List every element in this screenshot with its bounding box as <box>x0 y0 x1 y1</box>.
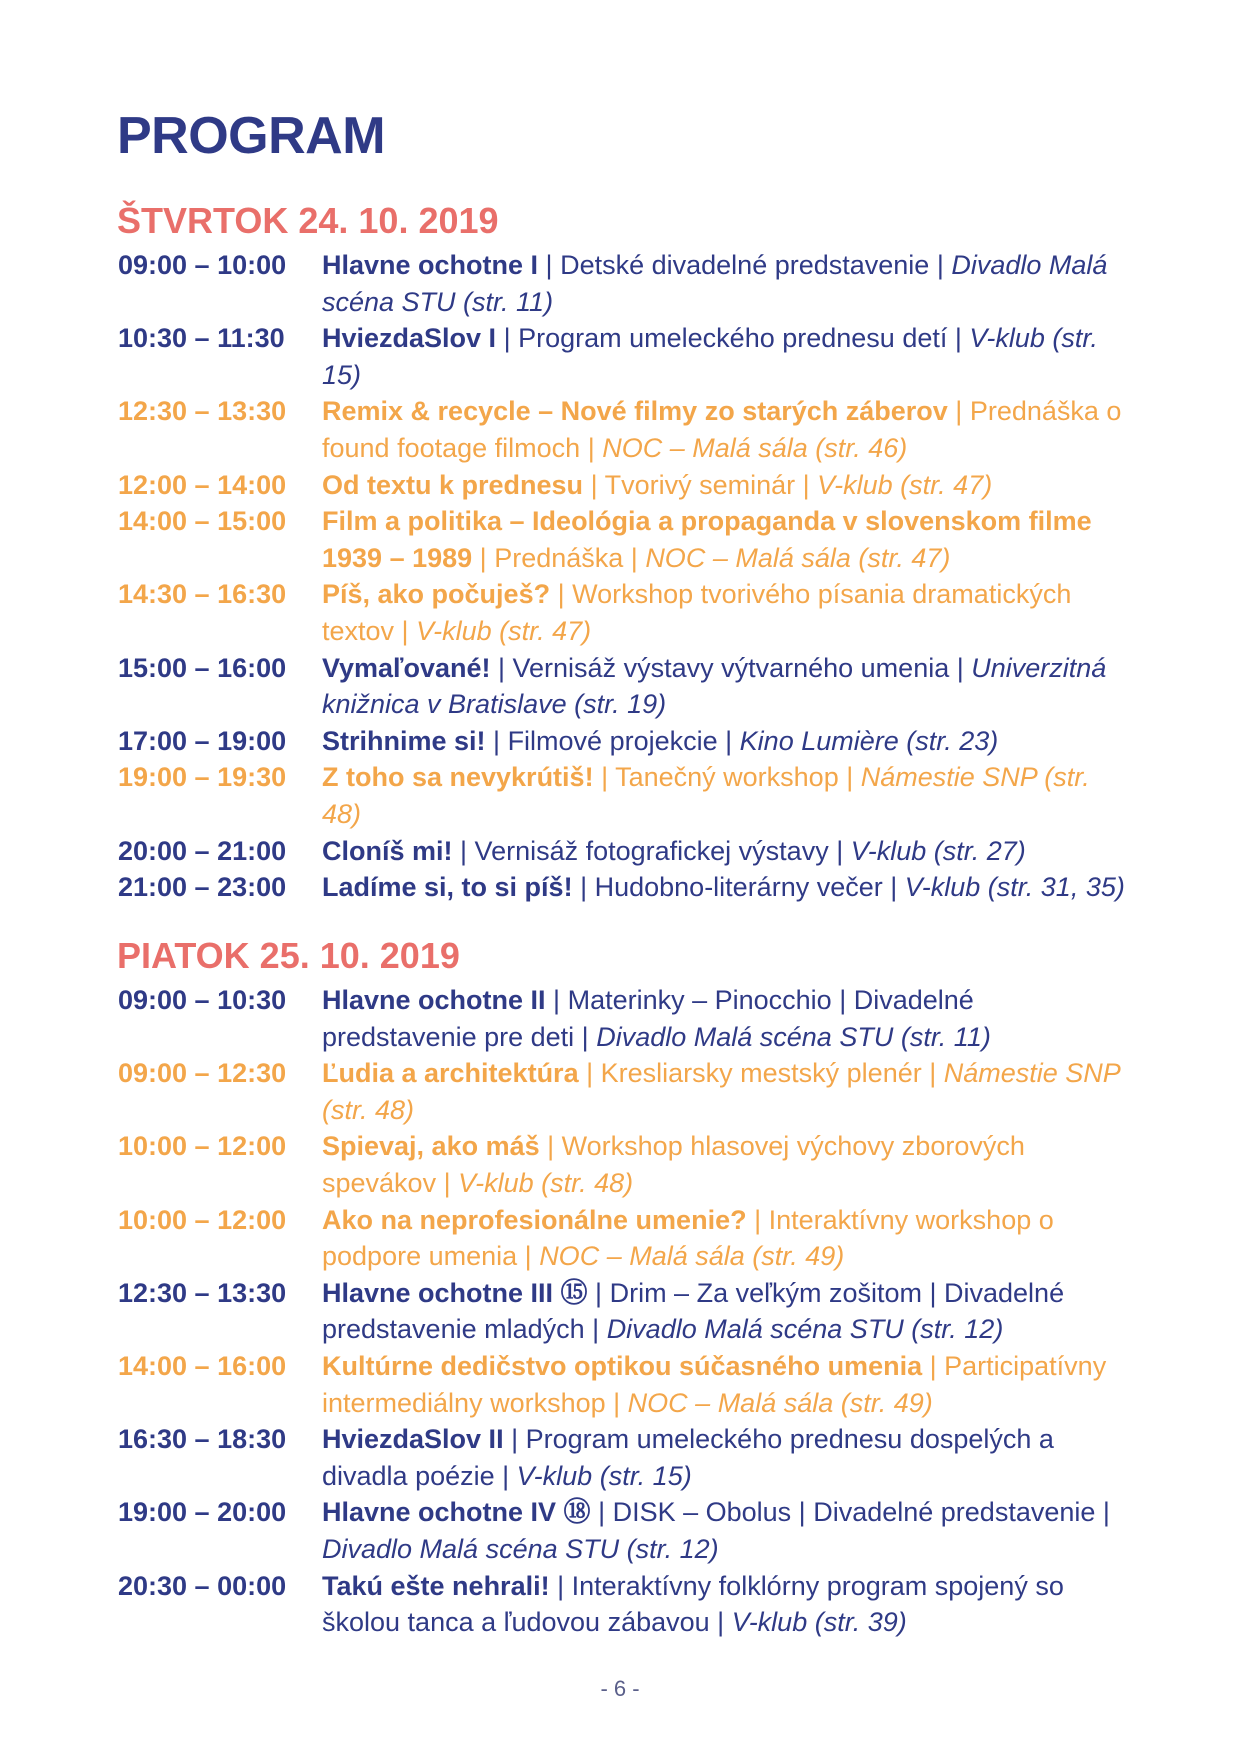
separator: | <box>394 615 417 646</box>
event-venue: V-klub (str. 48) <box>458 1167 634 1198</box>
separator: | <box>580 432 603 463</box>
separator: | <box>550 579 573 610</box>
event-title: Píš, ako počuješ? <box>322 579 551 610</box>
separator: | <box>436 1167 459 1198</box>
day-heading-friday: PIATOK 25. 10. 2019 <box>117 935 460 976</box>
event-title: Od textu k prednesu <box>322 469 584 500</box>
separator: | <box>593 762 616 793</box>
separator: | <box>549 1570 572 1601</box>
separator: | <box>572 872 595 903</box>
event-venue: Divadlo Malá scéna STU (str. 11) <box>596 1021 991 1052</box>
event-row <box>0 393 1240 466</box>
separator: | <box>490 652 513 683</box>
event-row <box>0 1202 1240 1275</box>
event-description <box>322 1494 1132 1567</box>
event-title: Hlavne ochotne IV ⑱ <box>322 1497 591 1528</box>
page-number: - 6 - <box>600 1676 640 1701</box>
event-time: 19:00 – 19:30 <box>118 762 287 793</box>
event-time: 14:30 – 16:30 <box>118 579 287 610</box>
event-type: Filmové projekcie <box>507 725 718 756</box>
separator: | <box>574 1021 597 1052</box>
event-description <box>322 833 1132 870</box>
event-venue: V-klub (str. 39) <box>731 1607 907 1638</box>
event-type: Tanečný workshop <box>615 762 839 793</box>
event-type: Interaktívny folklórny program spojený so školou tanca a ľudovou zábavou <box>322 1570 1064 1638</box>
event-time: 12:30 – 13:30 <box>118 1277 287 1308</box>
event-description <box>322 247 1132 320</box>
event-title: Hlavne ochotne III ⑮ <box>322 1277 588 1308</box>
event-row <box>0 1275 1240 1348</box>
separator: | <box>947 396 970 427</box>
event-title: Strihnime si! <box>322 725 486 756</box>
event-title: HviezdaSlov II <box>322 1424 504 1455</box>
event-venue: NOC – Malá sála (str. 49) <box>627 1387 933 1418</box>
day-heading-thursday: ŠTVRTOK 24. 10. 2019 <box>117 200 499 241</box>
event-row <box>0 503 1240 576</box>
separator: | <box>882 872 905 903</box>
event-row <box>0 1568 1240 1641</box>
event-type: Workshop tvorivého písania dramatických textov <box>322 579 1072 646</box>
event-description <box>322 1055 1132 1128</box>
event-description <box>322 320 1132 393</box>
event-description <box>322 467 1132 504</box>
separator: | <box>949 652 972 683</box>
event-time: 16:30 – 18:30 <box>118 1424 287 1455</box>
separator: | <box>590 1497 613 1528</box>
event-time: 10:30 – 11:30 <box>118 323 285 354</box>
separator: | <box>545 985 568 1015</box>
event-type: Vernisáž výstavy výtvarného umenia <box>512 652 950 683</box>
event-row <box>0 1494 1240 1567</box>
separator: | <box>584 1314 607 1345</box>
event-row <box>0 869 1240 906</box>
event-venue: NOC – Malá sála (str. 49) <box>539 1241 845 1272</box>
event-row <box>0 1348 1240 1421</box>
event-type: Program umeleckého prednesu detí <box>518 323 948 354</box>
event-row <box>0 1421 1240 1494</box>
event-type: Interaktívny workshop o podpore umenia <box>322 1204 1054 1272</box>
event-description <box>322 393 1132 466</box>
event-description <box>322 1275 1132 1348</box>
event-venue: NOC – Malá sála (str. 46) <box>602 432 908 463</box>
event-description <box>322 650 1132 723</box>
event-time: 21:00 – 23:00 <box>118 872 287 903</box>
event-description <box>322 1202 1132 1275</box>
event-title: Cloníš mi! <box>322 835 453 866</box>
separator: | <box>922 1350 945 1381</box>
event-time: 20:00 – 21:00 <box>118 835 287 866</box>
event-time: 14:00 – 16:00 <box>118 1350 287 1381</box>
event-time: 14:00 – 15:00 <box>118 506 287 537</box>
event-type: Hudobno-literárny večer <box>594 872 883 903</box>
event-list-thursday <box>0 247 1240 906</box>
event-title: Vymaľované! <box>322 652 491 683</box>
event-row <box>0 982 1240 1055</box>
event-time: 10:00 – 12:00 <box>118 1131 287 1162</box>
event-type: Kresliarsky mestský plenér <box>600 1058 922 1089</box>
separator: | <box>587 1277 610 1308</box>
separator: | <box>838 762 861 793</box>
separator: | <box>746 1204 769 1235</box>
event-title: Hlavne ochotne II <box>322 985 546 1015</box>
event-type: Participatívny intermediálny workshop <box>322 1350 1107 1418</box>
separator: | <box>472 542 495 573</box>
event-type: Prednáška <box>494 542 624 573</box>
event-title: Ľudia a architektúra <box>322 1058 579 1089</box>
event-row <box>0 1055 1240 1128</box>
event-row <box>0 723 1240 760</box>
event-description <box>322 1568 1132 1641</box>
separator: | <box>921 1058 944 1089</box>
event-type: Detské divadelné predstavenie <box>560 250 930 280</box>
event-row <box>0 759 1240 832</box>
event-venue: Divadlo Malá scéna STU (str. 11) <box>322 250 1108 317</box>
event-title: Ako na neprofesionálne umenie? <box>322 1204 747 1235</box>
separator: | <box>539 1131 562 1162</box>
event-description <box>322 576 1132 649</box>
separator: | <box>828 835 851 866</box>
event-description <box>322 982 1132 1055</box>
event-time: 10:00 – 12:00 <box>118 1204 287 1235</box>
separator: | <box>947 323 970 354</box>
event-title: Film a politika – Ideológia a propaganda v slovenskom filme 1939 – 1989 <box>322 506 1092 573</box>
event-venue: V-klub (str. 27) <box>850 835 1026 866</box>
event-time: 17:00 – 19:00 <box>118 725 287 756</box>
event-type: Tvorivý seminár <box>604 469 796 500</box>
event-type: Program umeleckého prednesu dospelých a divadla poézie <box>322 1424 1054 1491</box>
event-venue: NOC – Malá sála (str. 47) <box>645 542 951 573</box>
event-type: Materinky – Pinocchio | Divadelné predstavenie pre deti <box>322 985 974 1052</box>
event-time: 12:00 – 14:00 <box>118 469 287 500</box>
event-row <box>0 650 1240 723</box>
separator: | <box>929 250 952 280</box>
event-venue: V-klub (str. 47) <box>817 469 993 500</box>
event-venue: Kino Lumière (str. 23) <box>739 725 999 756</box>
event-list-friday <box>0 982 1240 1641</box>
separator: | <box>452 835 475 866</box>
event-title: Remix & recycle – Nové filmy zo starých záberov <box>322 396 948 427</box>
separator: | <box>538 250 561 280</box>
event-time: 12:30 – 13:30 <box>118 396 287 427</box>
event-type: Workshop hlasovej výchovy zborových spevákov <box>322 1131 1025 1198</box>
event-description <box>322 1421 1132 1494</box>
event-row <box>0 320 1240 393</box>
event-row <box>0 1128 1240 1201</box>
event-description <box>322 723 1132 760</box>
event-description <box>322 1348 1132 1421</box>
event-time: 19:00 – 20:00 <box>118 1497 287 1528</box>
event-description <box>322 1128 1132 1201</box>
event-type: DISK – Obolus | Divadelné predstavenie <box>612 1497 1096 1528</box>
event-type: Vernisáž fotografickej výstavy <box>474 835 829 866</box>
separator: | <box>605 1387 628 1418</box>
event-description <box>322 759 1132 832</box>
event-type: Prednáška o found footage filmoch <box>322 396 1122 463</box>
separator: | <box>709 1607 732 1638</box>
event-type: Drim – Za veľkým zošitom | Divadelné predstavenie mladých <box>322 1277 1065 1345</box>
page-title: PROGRAM <box>117 107 386 165</box>
event-venue: Divadlo Malá scéna STU (str. 12) <box>322 1533 719 1564</box>
event-title: HviezdaSlov I <box>322 323 497 354</box>
separator: | <box>517 1241 540 1272</box>
event-venue: Divadlo Malá scéna STU (str. 12) <box>606 1314 1004 1345</box>
separator: | <box>583 469 605 500</box>
event-time: 15:00 – 16:00 <box>118 652 287 683</box>
event-title: Kultúrne dedičstvo optikou súčasného umenia <box>322 1350 923 1381</box>
event-title: Ladíme si, to si píš! <box>322 872 573 903</box>
event-venue: V-klub (str. 15) <box>322 323 1098 390</box>
event-venue: Univerzitná knižnica v Bratislave (str. 19) <box>322 652 1107 720</box>
event-time: 20:30 – 00:00 <box>118 1570 287 1601</box>
separator: | <box>717 725 740 756</box>
event-title: Hlavne ochotne I <box>322 250 539 280</box>
separator: | <box>1095 1497 1110 1528</box>
event-row <box>0 576 1240 649</box>
event-time: 09:00 – 10:00 <box>118 250 287 280</box>
event-venue: V-klub (str. 47) <box>416 615 592 646</box>
event-venue: V-klub (str. 15) <box>516 1460 692 1491</box>
event-row <box>0 467 1240 504</box>
separator: | <box>485 725 508 756</box>
separator: | <box>503 1424 526 1455</box>
event-description <box>322 869 1132 906</box>
event-time: 09:00 – 12:30 <box>118 1058 287 1089</box>
separator: | <box>795 469 818 500</box>
event-venue: V-klub (str. 31, 35) <box>904 872 1125 903</box>
event-row <box>0 833 1240 870</box>
event-time: 09:00 – 10:30 <box>118 985 287 1015</box>
event-title: Takú ešte nehrali! <box>322 1570 550 1601</box>
event-venue: Námestie SNP (str. 48) <box>322 1058 1120 1125</box>
event-venue: Námestie SNP (str. 48) <box>322 762 1090 829</box>
event-description <box>322 503 1132 576</box>
event-title: Spievaj, ako máš <box>322 1131 540 1162</box>
separator: | <box>623 542 646 573</box>
separator: | <box>578 1058 601 1089</box>
event-row <box>0 247 1240 320</box>
separator: | <box>494 1460 517 1491</box>
separator: | <box>496 323 519 354</box>
event-title: Z toho sa nevykrútiš! <box>322 762 594 793</box>
